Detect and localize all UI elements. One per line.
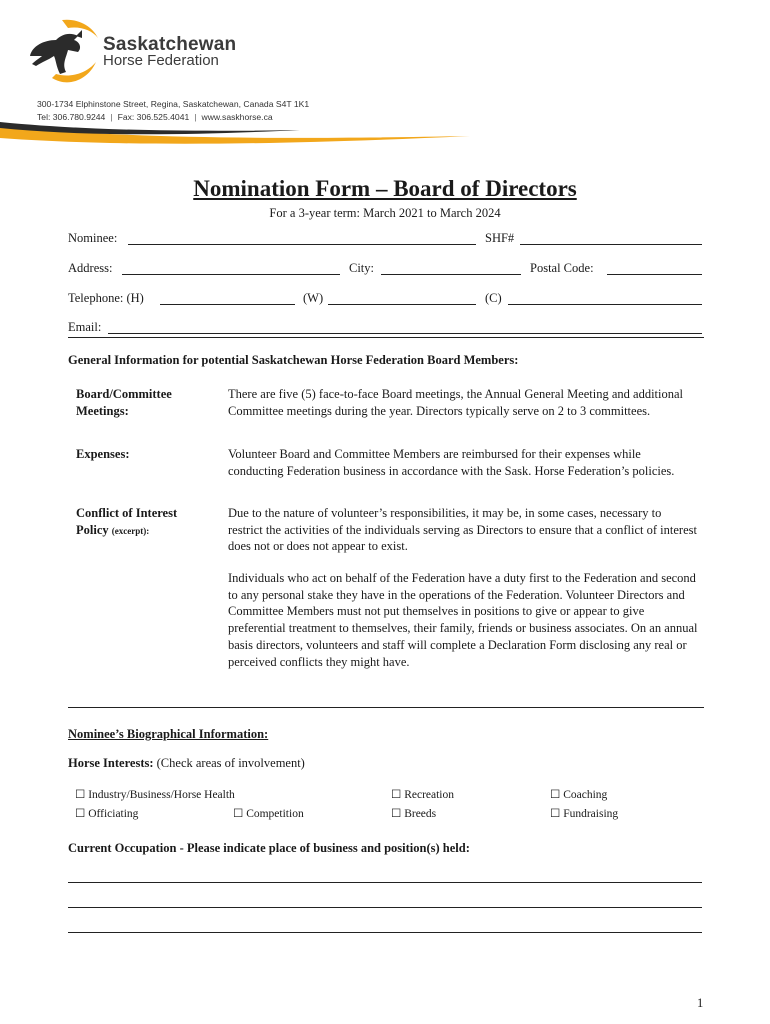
page-number: 1 <box>697 996 704 1010</box>
conflict-label-policy: Policy <box>76 522 109 537</box>
checkbox-icon[interactable]: ☐ <box>550 808 561 820</box>
checkbox-fundraising-label: Fundraising <box>563 808 619 820</box>
page-subtitle: For a 3-year term: March 2021 to March 2024 <box>269 206 501 220</box>
conflict-label <box>76 505 177 539</box>
conflict-label-excerpt: (excerpt): <box>111 525 150 536</box>
telephone-cell-label: (C) <box>485 291 502 305</box>
checkbox-fundraising[interactable] <box>550 806 618 820</box>
checkbox-icon[interactable]: ☐ <box>75 808 86 820</box>
page-title: Nomination Form – Board of Directors <box>193 176 577 201</box>
checkbox-recreation[interactable] <box>391 787 454 801</box>
email-label: Email: <box>68 320 102 334</box>
checkbox-icon[interactable]: ☐ <box>391 808 402 820</box>
bio-heading: Nominee’s Biographical Information: <box>68 727 269 741</box>
checkbox-competition-label: Competition <box>246 808 304 820</box>
conflict-label-line2 <box>76 522 177 540</box>
telephone-home-field[interactable] <box>160 304 295 305</box>
checkbox-icon[interactable]: ☐ <box>75 789 86 801</box>
horse-interests <box>68 756 305 771</box>
org-contact: Tel: 306.780.9244 | Fax: 306.525.4041 | www.saskhorse.ca <box>37 112 273 122</box>
org-name-line2: Horse Federation <box>103 52 219 69</box>
checkbox-recreation-label: Recreation <box>404 789 454 801</box>
checkbox-coaching[interactable] <box>550 787 607 801</box>
org-name-line1: Saskatchewan <box>103 34 237 55</box>
telephone-work-label: (W) <box>303 291 324 305</box>
checkbox-breeds-label: Breeds <box>404 808 437 820</box>
horse-logo-icon <box>22 16 102 86</box>
checkbox-competition[interactable] <box>233 806 304 820</box>
occupation-line-2[interactable] <box>68 907 702 908</box>
email-field[interactable] <box>108 333 702 334</box>
nominee-label: Nominee: <box>68 231 118 245</box>
shf-field[interactable] <box>520 244 702 245</box>
logo <box>22 16 102 86</box>
org-web[interactable]: www.saskhorse.ca <box>201 112 273 122</box>
checkbox-icon[interactable]: ☐ <box>391 789 402 801</box>
telephone-cell-field[interactable] <box>508 304 702 305</box>
city-label: City: <box>349 261 375 275</box>
expenses-label-line1: Expenses: <box>76 447 130 461</box>
city-field[interactable] <box>381 274 521 275</box>
telephone-work-field[interactable] <box>328 304 476 305</box>
conflict-label-line1: Conflict of Interest <box>76 506 178 520</box>
org-fax: Fax: 306.525.4041 <box>117 112 190 122</box>
conflict-text: Due to the nature of volunteer’s responsibilities, it may be, in some cases, necessary to restrict the activities of the individuals serving as Directors to ensure that a conflict of interest does not or does not appear to exist. <box>228 506 697 554</box>
checkbox-icon[interactable]: ☐ <box>233 808 244 820</box>
swoosh-decoration <box>0 118 480 148</box>
shf-label: SHF# <box>485 231 515 245</box>
meetings-label <box>76 386 172 419</box>
section-divider-2 <box>68 707 704 708</box>
section-divider <box>68 337 704 338</box>
address-label: Address: <box>68 261 113 275</box>
expenses-label <box>76 446 129 463</box>
conflict-text-2: Individuals who act on behalf of the Federation have a duty first to the Federation and second to any personal stake they have in the operations of the Federation. Volunteer Directors and Committee Members must not put themselves in positions to give or appear to give preferential treatment to themselves, their family, friends or business associates. On an annual basis directors, volunteers and staff will complete a Declaration Form disclosing any real or perceived conflicts they might have. <box>228 571 698 669</box>
postal-code-field[interactable] <box>607 274 702 275</box>
checkbox-breeds[interactable] <box>391 806 436 820</box>
meetings-label-line2: Meetings: <box>76 403 129 418</box>
meetings-text: There are five (5) face-to-face Board meetings, the Annual General Meeting and additional Committee meetings during the year. Directors typically serve on 2 to 3 committees. <box>228 387 684 418</box>
checkbox-coaching-label: Coaching <box>563 789 608 801</box>
checkbox-icon[interactable]: ☐ <box>550 789 561 801</box>
telephone-home-label: Telephone: (H) <box>68 291 144 305</box>
checkbox-officiating-label: Officiating <box>88 808 139 820</box>
address-field[interactable] <box>122 274 340 275</box>
header-swoosh <box>0 118 480 148</box>
occupation-line-3[interactable] <box>68 932 702 933</box>
checkbox-officiating[interactable] <box>75 806 138 820</box>
checkbox-industry[interactable] <box>75 787 235 801</box>
checkbox-industry-label: Industry/Business/Horse Health <box>88 789 235 801</box>
occupation-line-1[interactable] <box>68 882 702 883</box>
meetings-label-line1: Board/Committee <box>76 387 172 401</box>
general-info-heading: General Information for potential Saskatchewan Horse Federation Board Members: <box>68 353 519 367</box>
horse-interests-label: Horse Interests: <box>68 756 154 770</box>
org-address: 300-1734 Elphinstone Street, Regina, Saskatchewan, Canada S4T 1K1 <box>37 99 310 109</box>
expenses-text: Volunteer Board and Committee Members are reimbursed for their expenses while conducting Federation business in accordance with the Sask. Horse Federation’s policies. <box>228 447 675 478</box>
postal-code-label: Postal Code: <box>530 261 594 275</box>
nominee-field[interactable] <box>128 244 476 245</box>
occupation-heading: Current Occupation - Please indicate place of business and position(s) held: <box>68 841 470 855</box>
horse-interests-hint: (Check areas of involvement) <box>156 756 305 770</box>
org-tel: Tel: 306.780.9244 <box>37 112 106 122</box>
